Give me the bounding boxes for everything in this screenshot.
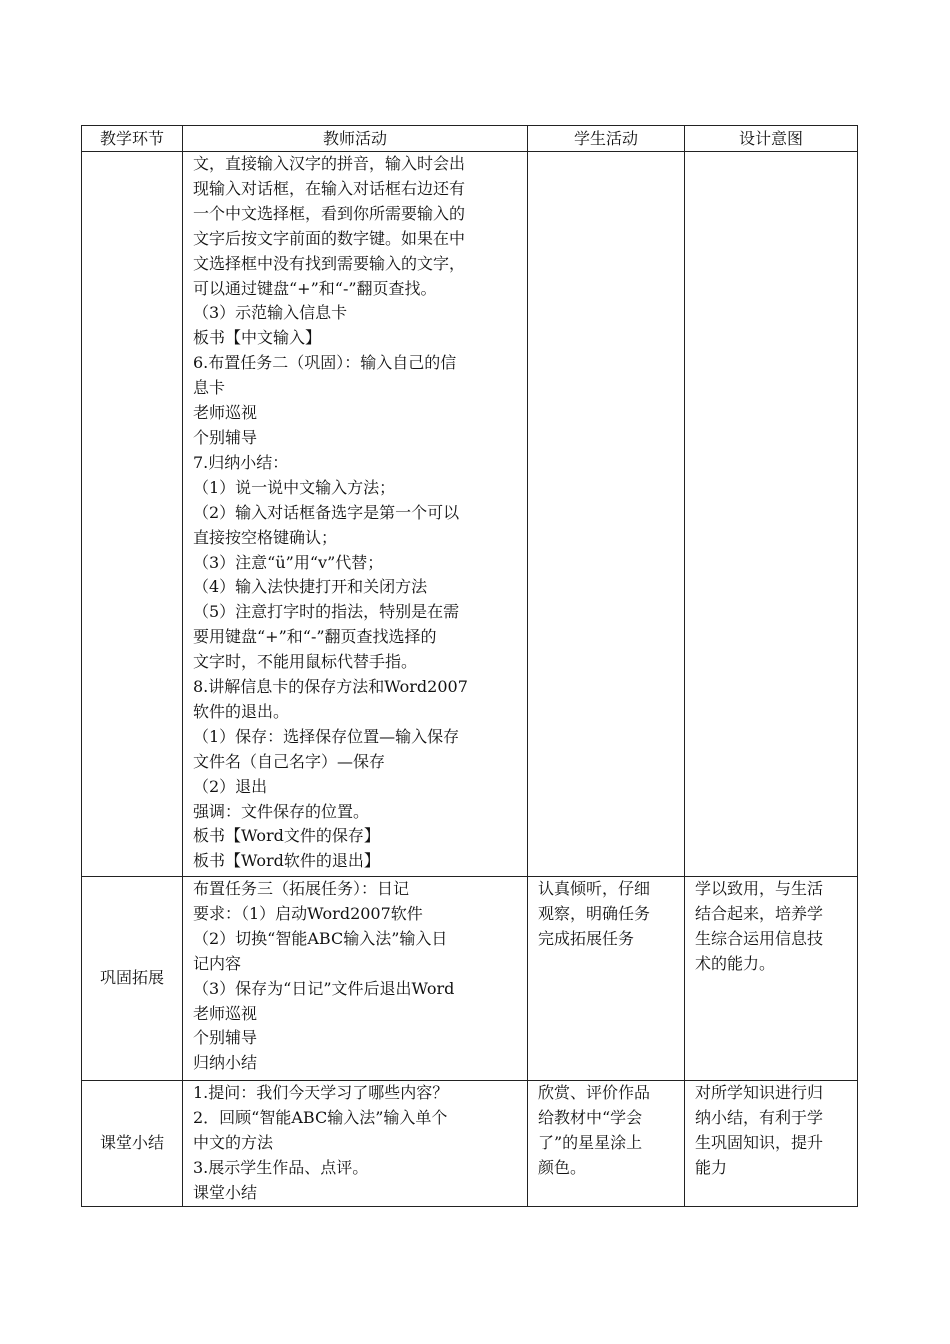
text-line: 文选择框中没有找到需要输入的文字，: [193, 253, 466, 273]
text-line: 直接按空格键确认；: [193, 527, 338, 547]
text-line: 一个中文选择框，看到你所需要输入的: [193, 203, 466, 223]
teacher-activity-cell: [183, 152, 528, 877]
text-line: 认真倾听，仔细: [538, 879, 651, 898]
design-intent-cell: [685, 152, 858, 877]
text-line: 文字时，不能用鼠标代替手指。: [193, 652, 418, 672]
student-activity-cell: [528, 152, 685, 877]
text-line: 生综合运用信息技: [695, 928, 824, 948]
header-stage: 教学环节: [82, 126, 183, 152]
text-line: （5）注意打字时的指法，特别是在需: [193, 602, 460, 622]
header-design-intent: 设计意图: [685, 126, 858, 152]
teacher-activity-cell: [183, 1081, 528, 1207]
header-student-activity: 学生活动: [528, 126, 685, 152]
text-line: （3）注意“ü”用“v”代替；: [193, 552, 384, 572]
text-line: （2）切换“智能ABC输入法”输入日: [193, 928, 448, 948]
student-activity-cell: [528, 1081, 685, 1207]
design-intent-cell: [685, 1081, 858, 1207]
text-line: 归纳小结: [193, 1053, 258, 1073]
text-line: （1）说一说中文输入方法；: [193, 477, 396, 497]
text-line: 欣赏、评价作品: [538, 1083, 651, 1102]
text-line: （3）保存为“日记”文件后退出Word: [193, 978, 455, 998]
lesson-plan-table: [81, 125, 858, 1207]
text-line: 现输入对话框，在输入对话框右边还有: [193, 178, 466, 198]
text-line: 结合起来，培养学: [695, 903, 824, 923]
text-line: 文件名（自己名字）—保存: [193, 751, 386, 771]
text-line: 6.布置任务二（巩固）：输入自己的信: [193, 353, 457, 373]
text-line: 2．回顾“智能ABC输入法”输入单个: [193, 1107, 448, 1127]
stage-cell: [82, 152, 183, 877]
text-line: 强调：文件保存的位置。: [193, 801, 370, 821]
text-line: 中文的方法: [193, 1132, 274, 1152]
teacher-activity-cell: [183, 877, 528, 1081]
text-line: 给教材中“学会: [538, 1107, 643, 1127]
text-line: 3.展示学生作品、点评。: [193, 1157, 369, 1177]
text-line: 颜色。: [538, 1157, 587, 1177]
text-line: 能力: [695, 1157, 728, 1177]
text-line: 纳小结，有利于学: [695, 1107, 824, 1127]
text-line: 生巩固知识，提升: [695, 1132, 824, 1152]
table-row: [82, 1081, 858, 1207]
text-line: 课堂小结: [193, 1182, 258, 1202]
text-line: 了”的星星涂上: [538, 1132, 643, 1152]
text-line: 板书【Word文件的保存】: [193, 826, 380, 846]
text-line: （2）退出: [193, 776, 268, 796]
text-line: 文，直接输入汉字的拼音，输入时会出: [193, 154, 466, 173]
header-row: [82, 126, 858, 152]
text-line: 对所学知识进行归: [695, 1083, 824, 1102]
text-line: 老师巡视: [193, 1003, 258, 1023]
header-teacher-activity: 教师活动: [183, 126, 528, 152]
text-line: 布置任务三（拓展任务）：日记: [193, 879, 410, 898]
text-line: 要求：（1）启动Word2007软件: [193, 903, 423, 923]
text-line: 个别辅导: [193, 1028, 258, 1048]
text-line: （2）输入对话框备选字是第一个可以: [193, 502, 460, 522]
text-line: 记内容: [193, 953, 242, 973]
text-line: 板书【Word软件的退出】: [193, 851, 380, 871]
text-line: 学以致用，与生活: [695, 879, 824, 898]
text-line: 1.提问：我们今天学习了哪些内容？: [193, 1083, 449, 1102]
text-line: 文字后按文字前面的数字键。如果在中: [193, 228, 466, 248]
text-line: 可以通过键盘“+”和“-”翻页查找。: [193, 278, 437, 298]
student-activity-cell: [528, 877, 685, 1081]
text-line: 要用键盘“+”和“-”翻页查找选择的: [193, 627, 437, 647]
text-line: 完成拓展任务: [538, 928, 635, 948]
text-line: 观察，明确任务: [538, 903, 651, 923]
design-intent-cell: [685, 877, 858, 1081]
text-line: （3）示范输入信息卡: [193, 303, 348, 323]
text-line: 术的能力。: [695, 953, 776, 973]
text-line: （1）保存：选择保存位置—输入保存: [193, 726, 460, 746]
text-line: 老师巡视: [193, 403, 258, 423]
text-line: 7.归纳小结：: [193, 452, 289, 472]
stage-cell: 巩固拓展: [82, 877, 183, 1081]
text-line: （4）输入法快捷打开和关闭方法: [193, 577, 428, 597]
table-row: [82, 152, 858, 877]
text-line: 8.讲解信息卡的保存方法和Word2007: [193, 677, 468, 697]
text-line: 板书【中文输入】: [193, 328, 322, 348]
stage-cell: 课堂小结: [82, 1081, 183, 1207]
text-line: 个别辅导: [193, 427, 258, 447]
text-line: 软件的退出。: [193, 701, 290, 721]
text-line: 息卡: [193, 378, 226, 398]
table-row: [82, 877, 858, 1081]
